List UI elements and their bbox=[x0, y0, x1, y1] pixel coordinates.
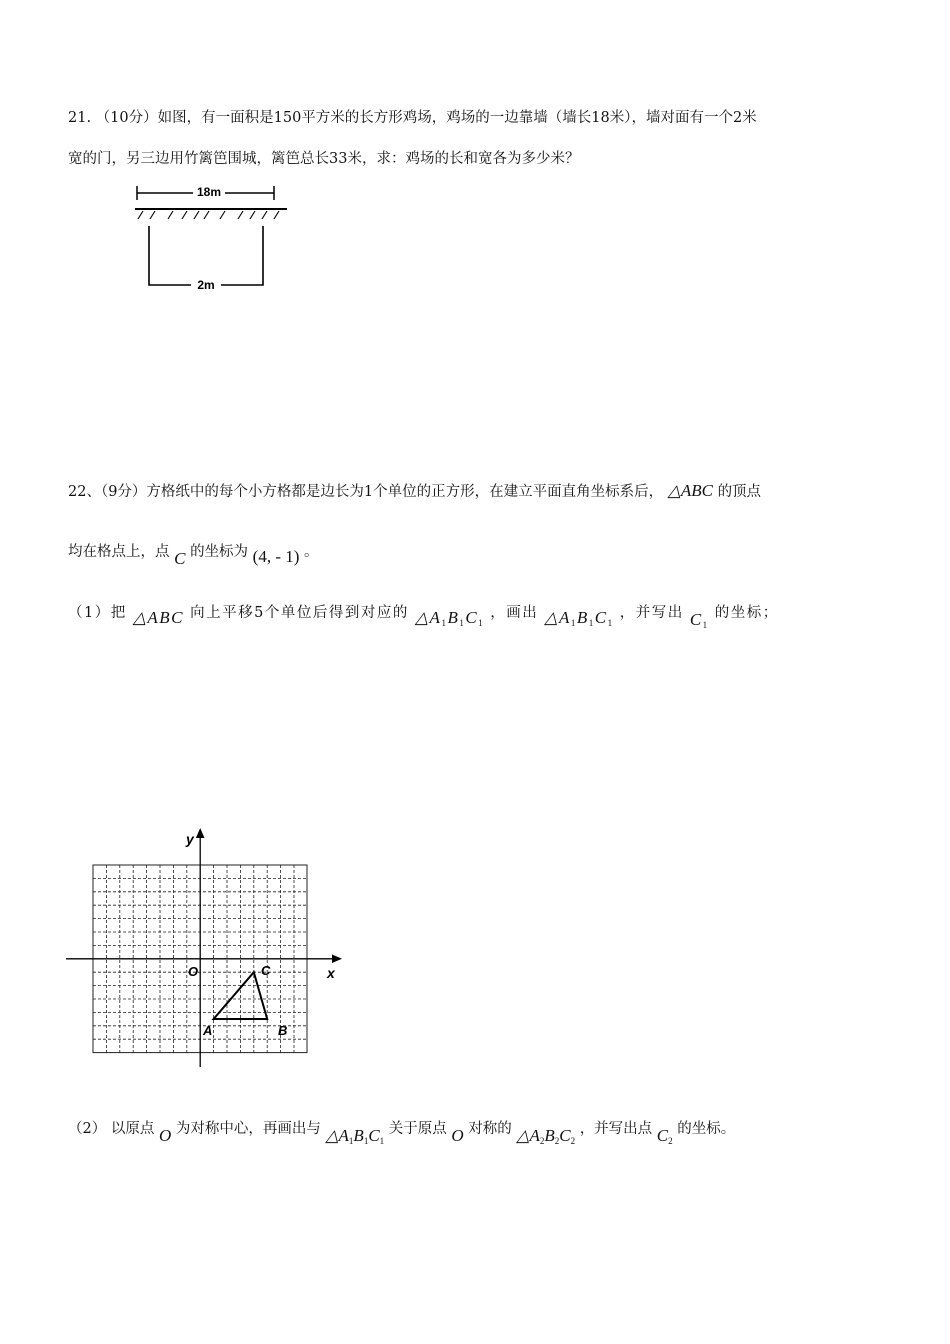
vertex-b-label: B bbox=[278, 1023, 288, 1038]
part2-text-b: 为对称中心，再画出与 bbox=[175, 1121, 321, 1137]
origin-o: O bbox=[158, 1126, 172, 1145]
point-c1: $C_1$ bbox=[689, 610, 709, 630]
vertex-c-label: C bbox=[261, 963, 271, 978]
part2-text-f: 的坐标。 bbox=[677, 1121, 736, 1137]
triangle-abc-part1: △ABC bbox=[132, 608, 185, 627]
q22-intro-line-1 bbox=[68, 480, 761, 501]
part2-text-c: 关于原点 bbox=[388, 1121, 447, 1137]
point-c2: $C_2$ bbox=[656, 1126, 673, 1146]
x-axis-arrow bbox=[332, 955, 342, 964]
q21-line-1: 21. （10分）如图，有一面积是150平方米的长方形鸡场，鸡场的一边靠墙（墙长18米），墙对面有一个2米 bbox=[68, 110, 757, 126]
q21-line-2: 宽的门，另三边用竹篱笆围城，篱笆总长33米，求：鸡场的长和宽各为多少米？ bbox=[68, 151, 580, 167]
coordinate-grid-figure bbox=[62, 825, 352, 1075]
y-axis-label: y bbox=[186, 831, 194, 847]
q22-intro-text-a: 22、（9分）方格纸中的每个小方格都是边长为1个单位的正方形，在建立平面直角坐标系后， bbox=[68, 484, 664, 500]
x-axis-label: x bbox=[327, 965, 335, 981]
y-axis-arrow bbox=[196, 828, 205, 838]
triangle-a2b2c2: $\triangle A_2B_2C_2$ bbox=[516, 1126, 576, 1146]
origin-o-second: O bbox=[451, 1126, 464, 1145]
part2-text-d: 对称的 bbox=[468, 1121, 512, 1137]
q22-part-2 bbox=[68, 1117, 736, 1146]
part1-text-c: ，画出 bbox=[490, 605, 539, 621]
door-width-label: 2m bbox=[197, 278, 215, 292]
part1-text-b: 向上平移5个单位后得到对应的 bbox=[190, 605, 409, 621]
chicken-coop-diagram bbox=[125, 178, 305, 308]
coord-c: (4, - 1) bbox=[252, 547, 300, 566]
triangle-a1b1c1-part2: $\triangle A_1B_1C_1$ bbox=[325, 1126, 385, 1146]
part2-text-a: （2） 以原点 bbox=[68, 1121, 155, 1137]
triangle-abc: △ABC bbox=[667, 481, 713, 500]
q22-intro-text-b: 的顶点 bbox=[717, 484, 762, 500]
q22-intro2-text-b: 的坐标为 bbox=[190, 544, 249, 560]
q22-intro2-text-a: 均在格点上，点 bbox=[68, 544, 170, 560]
origin-label: O bbox=[188, 964, 199, 979]
q22-intro-line-2 bbox=[68, 540, 319, 568]
triangle-a1b1c1-second: $\triangle A_1B_1C_1$ bbox=[544, 608, 614, 628]
part2-text-e: ，并写出点 bbox=[579, 1121, 653, 1137]
q22-intro2-text-c: 。 bbox=[304, 544, 319, 560]
wall-length-label: 18m bbox=[196, 185, 222, 199]
part1-text-d: ，并写出 bbox=[619, 605, 684, 621]
q22-part-1 bbox=[68, 601, 779, 630]
vertex-a-label: A bbox=[203, 1023, 213, 1038]
point-c: C bbox=[174, 549, 186, 568]
part1-text-a: （1）把 bbox=[68, 605, 127, 621]
part1-text-e: 的坐标； bbox=[714, 605, 779, 621]
triangle-a1b1c1: $\triangle A_1B_1C_1$ bbox=[414, 608, 485, 628]
